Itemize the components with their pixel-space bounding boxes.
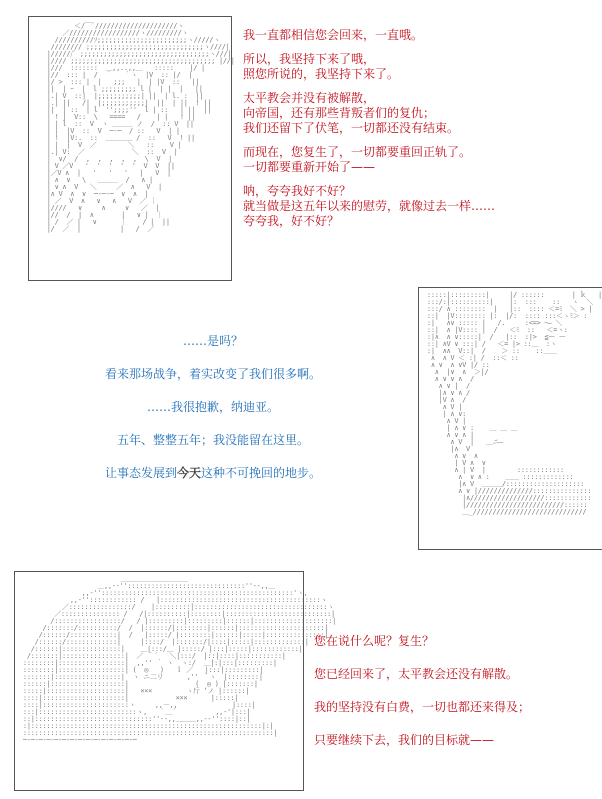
dialogue-line: 就当做是这五年以来的慰劳，就像过去一样…… [243, 199, 496, 213]
dialogue-line: 只要继续下去，我们的目标就—— [314, 733, 495, 747]
dialogue-block-3 [314, 634, 594, 748]
dialogue-line: 呐，夸夸我好不好？ [243, 184, 352, 198]
dialogue-line: 我们还留下了伏笔，一切都还没有结束。 [243, 121, 460, 135]
dialogue-line-part: 让事态发展到 [104, 466, 177, 480]
ascii-art-girl-face: ＜/￣ﾞ/////////////////////ヽ ／//////////////////ヽ/////////ヽ //////////ｿ;;;;;;;;;;;;;;;;;;;;;;;ヽ/////ヽ //////// ;;;;;;;;;;;;;;;;;;;;;;;;;;;;;;ヽ////| |//////ﾞ ;;;;;;;;;;;;;;;;;;;;;;;;;;;;;;;;;ヽ///| |//// ;;;;;;;;;;;;;;;;;;;;;;;;;;;;;;;;;;;;; |//| |/// ::::::: ＿,,..,,＿ ::::: |/ | |// ::: | / ｀ ｀ヽ |V :: |/ | |/ > ::: | | ;;; | | |V :: || || | ｰ | l ;;;;;;;;; l | | | | || |.| V ::| |;;;;;;;;;;;| || | l. : || |.| || /| |;;;;;;;;;;;| || | || ! || || | :: | l '';;;;'' l | :: | || || | ! | V:: \ ==== / | | ! || | | l :: V ヽ ＿＿＿ ノ / :: V || | | |V :: V ─‐─ / :: V | | | ! |V:. :: ＿＿＿＿ / :: V ! || | | | V ／ ＼ :: V | |.| V: ／ ＼ :: V | | ∨/ / , , , , , \ V | | V ／V ' ' ' ' ' V V || |／V ∧ | ' ' ' | V | | ∧ ∨ \ ＿＿＿ / ∧ | | ∨ ∧ V ＼ ／ ∧ V | |∧ V ∧ ∨ ─‐─‐─ ∨ ∧ | | ／ V ∧ ∨ ∧ V ／ ｜ |//// ∨ ∧ ∨ ／ | |// / | ∧ | ∨ | ｜ | / ／ | ∨ ｜ / | || |/ ／ | | / ／ [46, 22, 235, 233]
art-panel-girl-closeup [14, 571, 337, 791]
dialogue-line: 一切都要重新开始了—— [243, 160, 376, 174]
art-panel-girl-portrait [28, 16, 235, 281]
dialogue-line: 我的坚持没有白费，一切也都还来得及； [314, 700, 531, 714]
dialogue-line: 向帝国，还有那些背叛者们的复仇； [243, 106, 436, 120]
dialogue-line-part: 这种不可挽回的地步。 [201, 466, 322, 480]
dialogue-block-2 [96, 334, 330, 481]
dialogue-line: 夸夸我，好不好？ [243, 214, 340, 228]
dialogue-line: ……是吗？ [182, 334, 243, 348]
dialogue-block-1 [243, 28, 588, 229]
dialogue-line: 太平教会并没有被解散， [243, 91, 376, 105]
emphasized-word: 今天 [176, 466, 201, 480]
dialogue-line: 所以，我坚持下来了哦， [243, 52, 376, 66]
dialogue-line: 照您所说的，我坚持下来了。 [243, 67, 400, 81]
dialogue-line: 而现在，您复生了，一切都要重回正轨了。 [243, 145, 472, 159]
ascii-art-girl-closeup: ＿＿＿＿＿＿＿＿＿＿ ＿,,-‐''::::::::::::::::::::::::::::::''‐-,,＿ ,,-'':::::::::::::::::::::::::::::::::::::::::::::::::'ヽ, ,,-'':::::::::::: / |:::::::::::::::::::::::::::::::::::::::::ヽ ／::::::::::::::::/ |:::::::::|::::::::::::::::::::::::::::::::::ヽ ／::::::::::::::: / /|::::::::::|::::::::|:::::::::::::::::::::::::::| /:::::::::::::::::/ / |:::::::::|:::::::::|::::::|::::::::::::::::::::| /:::::::/::::::::::/ / |::::::/|::::::::|::::::|::::::::::::::::::::::| /::::::/::::::::::::| / |:::::/ |::::::::|::::::|:::::|:::::::::::::::| /::::::/:::::::::::::| |::::/ |:::::::/|::::|:::::|:::::::::::::| /::::::|:::::::::::::::| ＿|:::/＿ |:::::/ |:::|:::::|::::::::::::| /:::::::|::::::::::::::::| ／ ｀´ ＼|:::/ |::|::::|:::::::::::| ::::::::|:::::::::::::::::| ,,'' ｀ ヽ ヽ:/ ＿|:|:::|:::::::::| ::::::::|:::::::::::::::::| ( ◎ ) ｌ ／ |:::|:::::::::| :::::::|:::::::::::::::::| ヽ ニ二リ ,'' ｀ヽ |::::::::| ::::::|:::::::::::::::::::| ( ◎ ) |:::::::| :::::|::::::::::::::::::::| ××× ヽ斤 ‘ノ |::::::| ::::|:::::::::::::::::::::| ××× |:::::| ::::|::::::::::::::::::::::ヽ ,,－,, |::::| :::|:::::::::::::::::::::::::ヽ, ｀＿´ ,,-'|:::| ::|::::::::::::::::::::::::::::::''‐-,,＿＿＿,,-‐''::::|::| :|:::::::::::::::::::::::::::::::::::::::::::::::::::::::::::|:| ::::::::::::::::::::::::::::::::::::::::::::::::::::::::::::::::| ─‐─‐─‐─‐─‐─‐─‐─‐─‐─‐─‐─‐─‐─‐─ [22, 575, 337, 744]
art-panel-tree [418, 287, 602, 550]
ascii-art-tree-branch: :::::|:::::::::| |/ :::::: | ｋ | :::/:|::::::::::| |: ::: :: ヽ ＼ :::/ ∧ :::::::: | |:: :::: ＜=ﾐ ＼ > | ::| |V:::::::: |: |/: :::: :::＜ヽﾐ＞ : :| ∧∨ ::::: | /. :<=> ｰ― ＼ ::| ∧ |V:::: | / ＜ﾐ :: ＜=ヽ: :|∧ ∧ ∨:::::| / |:: :|> ≦ー ー ::| ∧V ∨ :::| / ＜= |> ::＿ :ヽ :| ∧∧ V::| / ＞ :: ::＿＿ ∧ ∧ V ＜ :| / ::＜ :: ∧ ∨ ∧ ∨V |/ :: ∧ |∨ ∧ ＞|/ ∧ ∨ ∨ ∧ / ∧ ∨ | / |∧ ∨ ∧ / |V ∧ / ∧ V | | ∧ ∨: ∧ V | | ∧ ∨ : ＿ ＿ ＿ ∧ ∨ ∧ | ∧ V | ＿ニ― |∧ V ∧ ∨ ∧ | V ∧ ∨ ∧ | V | :::::::::::: ∧ ∨ ∧ : ＿＿ ::::::::::::: |∧ V ＿＿＿/:::::::::::::::::::: ∧ ∨ |//////////////::::::::::::::: |∧///////////////////:::::::::::: |/////////////////////////:::::: ＿_///////////////////////////// [426, 291, 602, 516]
dialogue-line: 您在说什么呢？复生？ [314, 634, 435, 648]
dialogue-line: 您已经回来了，太平教会还没有解散。 [314, 667, 519, 681]
dialogue-line: 我一直都相信您会回来，一直哦。 [243, 28, 424, 42]
dialogue-line: ……我很抱歉，纳迪亚。 [146, 400, 279, 414]
dialogue-line: 看来那场战争，着实改变了我们很多啊。 [104, 367, 321, 381]
dialogue-line [96, 466, 330, 481]
dialogue-line: 五年、整整五年；我没能留在这里。 [116, 433, 309, 447]
